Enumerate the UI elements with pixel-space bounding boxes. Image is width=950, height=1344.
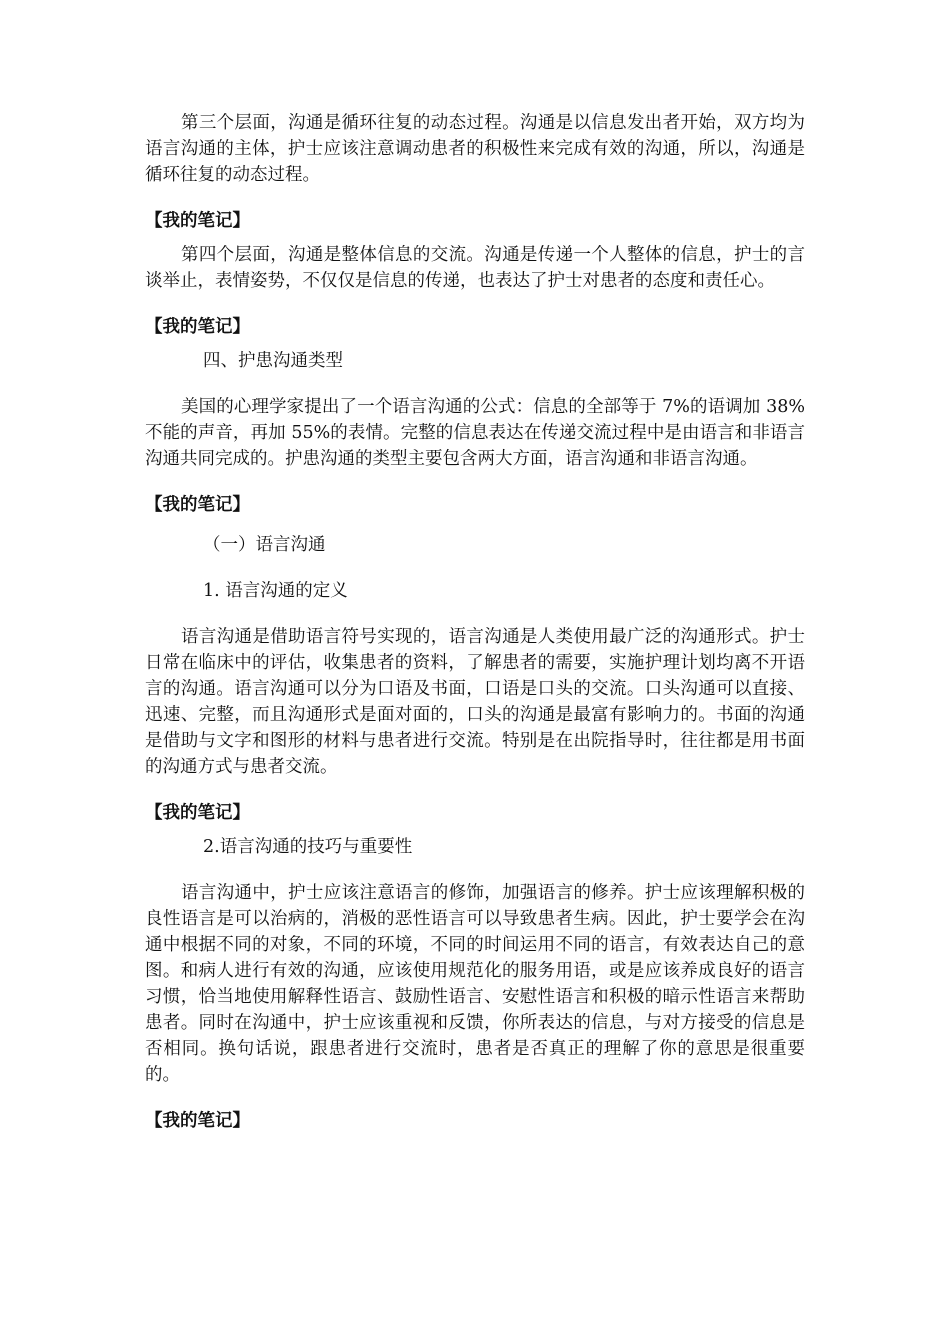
paragraph-verbal-skills: 语言沟通中，护士应该注意语言的修饰，加强语言的修养。护士应该理解积极的良性语言是可以治病的，消极的恶性语言可以导致患者生病。因此，护士要学会在沟通中根据不同的对象，不同的环境，不同的时间运用不同的语言，有效表达自己的意图。和病人进行有效的沟通，应该使用规范化的服务用语，或是应该养成良好的语言习惯，恰当地使用解释性语言、鼓励性语言、安慰性语言和积极的暗示性语言来帮助患者。同时在沟通中，护士应该重视和反馈，你所表达的信息，与对方接受的信息是否相同。换句话说，跟患者进行交流时，患者是否真正的理解了你的意思是很重要的。 xyxy=(145,883,805,1085)
paragraph-verbal-definition: 语言沟通是借助语言符号实现的，语言沟通是人类使用最广泛的沟通形式。护士日常在临床中的评估，收集患者的资料，了解患者的需要，实施护理计划均离不开语言的沟通。语言沟通可以分为口语及书面，口语是口头的交流。口头沟通可以直接、迅速、完整，而且沟通形式是面对面的，口头的沟通是最富有影响力的。书面的沟通是借助与文字和图形的材料与患者进行交流。特别是在出院指导时，往往都是用书面的沟通方式与患者交流。 xyxy=(145,627,805,777)
paragraph-fourth-level: 第四个层面，沟通是整体信息的交流。沟通是传递一个人整体的信息，护士的言谈举止，表情姿势，不仅仅是信息的传递，也表达了护士对患者的态度和责任心。 xyxy=(145,245,805,291)
paragraph-third-level: 第三个层面，沟通是循环往复的动态过程。沟通是以信息发出者开始，双方均为语言沟通的主体，护士应该注意调动患者的积极性来完成有效的沟通，所以，沟通是循环往复的动态过程。 xyxy=(145,113,805,185)
my-notes-label: 【我的笔记】 xyxy=(145,803,250,823)
my-notes-label: 【我的笔记】 xyxy=(145,211,250,231)
my-notes-label: 【我的笔记】 xyxy=(145,1111,250,1131)
my-notes-label: 【我的笔记】 xyxy=(145,317,250,337)
document-page xyxy=(145,110,805,1134)
paragraph-communication-formula: 美国的心理学家提出了一个语言沟通的公式：信息的全部等于 7%的语调加 38%不能的声音，再加 55%的表情。完整的信息表达在传递交流过程中是由语言和非语言沟通共同完成的。护患沟通的类型主要包含两大方面，语言沟通和非语言沟通。 xyxy=(145,397,805,469)
item-heading-skills-importance: 2.语言沟通的技巧与重要性 xyxy=(203,837,413,857)
item-heading-definition: 1. 语言沟通的定义 xyxy=(203,581,348,601)
subsection-heading-verbal-communication: （一）语言沟通 xyxy=(203,535,326,555)
my-notes-label: 【我的笔记】 xyxy=(145,495,250,515)
section-heading-communication-types: 四、护患沟通类型 xyxy=(203,351,343,371)
